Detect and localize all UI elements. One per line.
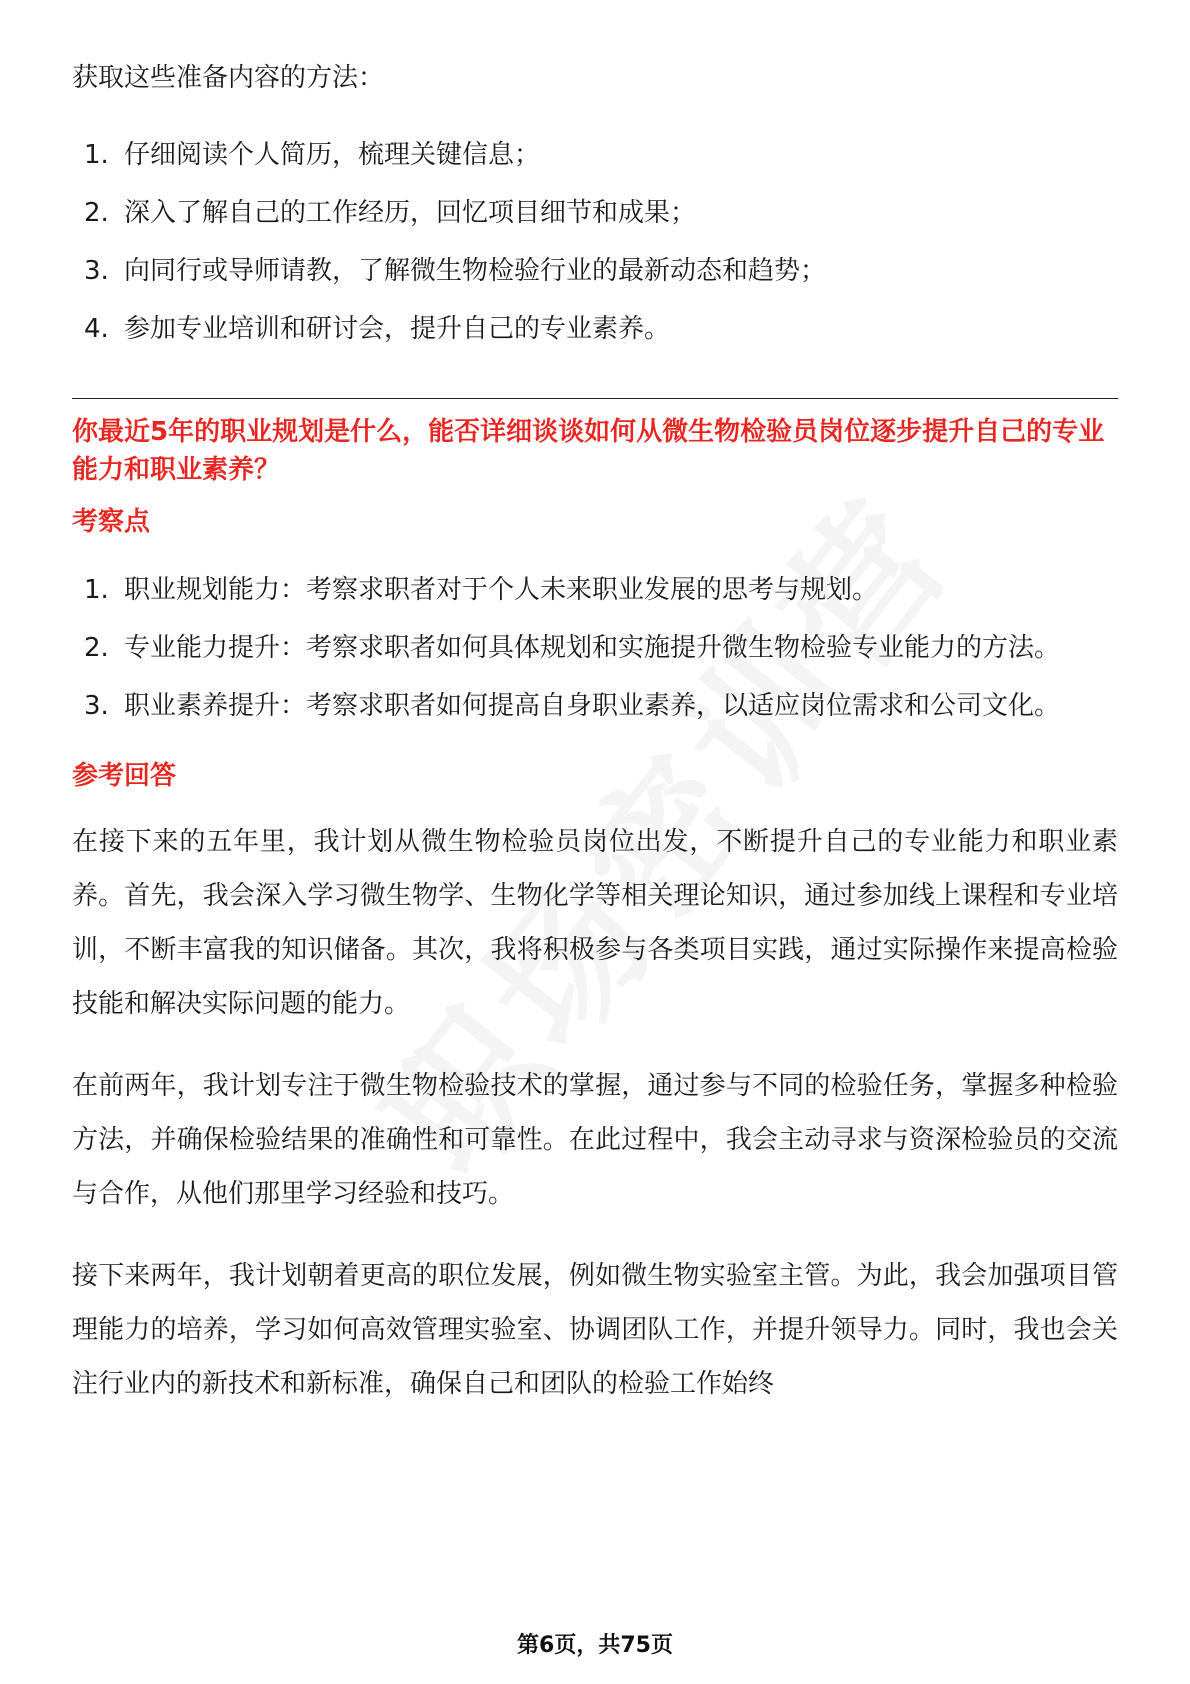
list-item: [72, 619, 1118, 677]
list-item-text: 仔细阅读个人简历，梳理关键信息；: [124, 140, 541, 170]
list-item: [72, 184, 1118, 242]
list-number: 3.: [84, 691, 109, 721]
list-number: 1.: [84, 575, 109, 605]
list-number: 2.: [84, 198, 109, 228]
list-item-text: 职业规划能力：考察求职者对于个人未来职业发展的思考与规划。: [124, 575, 879, 605]
list-item: [72, 242, 1118, 300]
answer-paragraph: 在前两年，我计划专注于微生物检验技术的掌握，通过参与不同的检验任务，掌握多种检验方法，并确保检验结果的准确性和可靠性。在此过程中，我会主动寻求与资深检验员的交流与合作，从他们那里学习经验和技巧。: [72, 1071, 1118, 1209]
answer-paragraph: 在接下来的五年里，我计划从微生物检验员岗位出发，不断提升自己的专业能力和职业素养。首先，我会深入学习微生物学、生物化学等相关理论知识，通过参加线上课程和专业培训，不断丰富我的知识储备。其次，我将积极参与各类项目实践，通过实际操作来提高检验技能和解决实际问题的能力。: [72, 827, 1118, 1019]
methods-list: [72, 126, 1118, 358]
page-footer: 第6页，共75页: [517, 1633, 673, 1658]
points-heading: 考察点: [72, 507, 151, 537]
list-item-text: 深入了解自己的工作经历，回忆项目细节和成果；: [124, 198, 697, 228]
answer-paragraph: 接下来两年，我计划朝着更高的职位发展，例如微生物实验室主管。为此，我会加强项目管理能力的培养，学习如何高效管理实验室、协调团队工作，并提升领导力。同时，我也会关注行业内的新技术和新标准，确保自己和团队的检验工作始终: [72, 1261, 1118, 1399]
list-number: 1.: [84, 140, 109, 170]
page-content: [72, 58, 1118, 1439]
list-item: [72, 300, 1118, 358]
list-item: [72, 126, 1118, 184]
list-item-text: 向同行或导师请教，了解微生物检验行业的最新动态和趋势；: [124, 256, 827, 286]
points-list: [72, 561, 1118, 735]
list-item-text: 参加专业培训和研讨会，提升自己的专业素养。: [124, 314, 671, 344]
list-number: 4.: [84, 314, 109, 344]
list-number: 3.: [84, 256, 109, 286]
question-title: 你最近5年的职业规划是什么，能否详细谈谈如何从微生物检验员岗位逐步提升自己的专业能力和职业素养？: [72, 417, 1105, 485]
list-item-text: 专业能力提升：考察求职者如何具体规划和实施提升微生物检验专业能力的方法。: [124, 633, 1061, 663]
section-divider: [72, 398, 1118, 399]
intro-text: 获取这些准备内容的方法：: [72, 63, 385, 93]
answer-heading: 参考回答: [72, 761, 177, 791]
list-item-text: 职业素养提升：考察求职者如何提高自身职业素养，以适应岗位需求和公司文化。: [124, 691, 1061, 721]
list-item: [72, 677, 1118, 735]
list-number: 2.: [84, 633, 109, 663]
list-item: [72, 561, 1118, 619]
